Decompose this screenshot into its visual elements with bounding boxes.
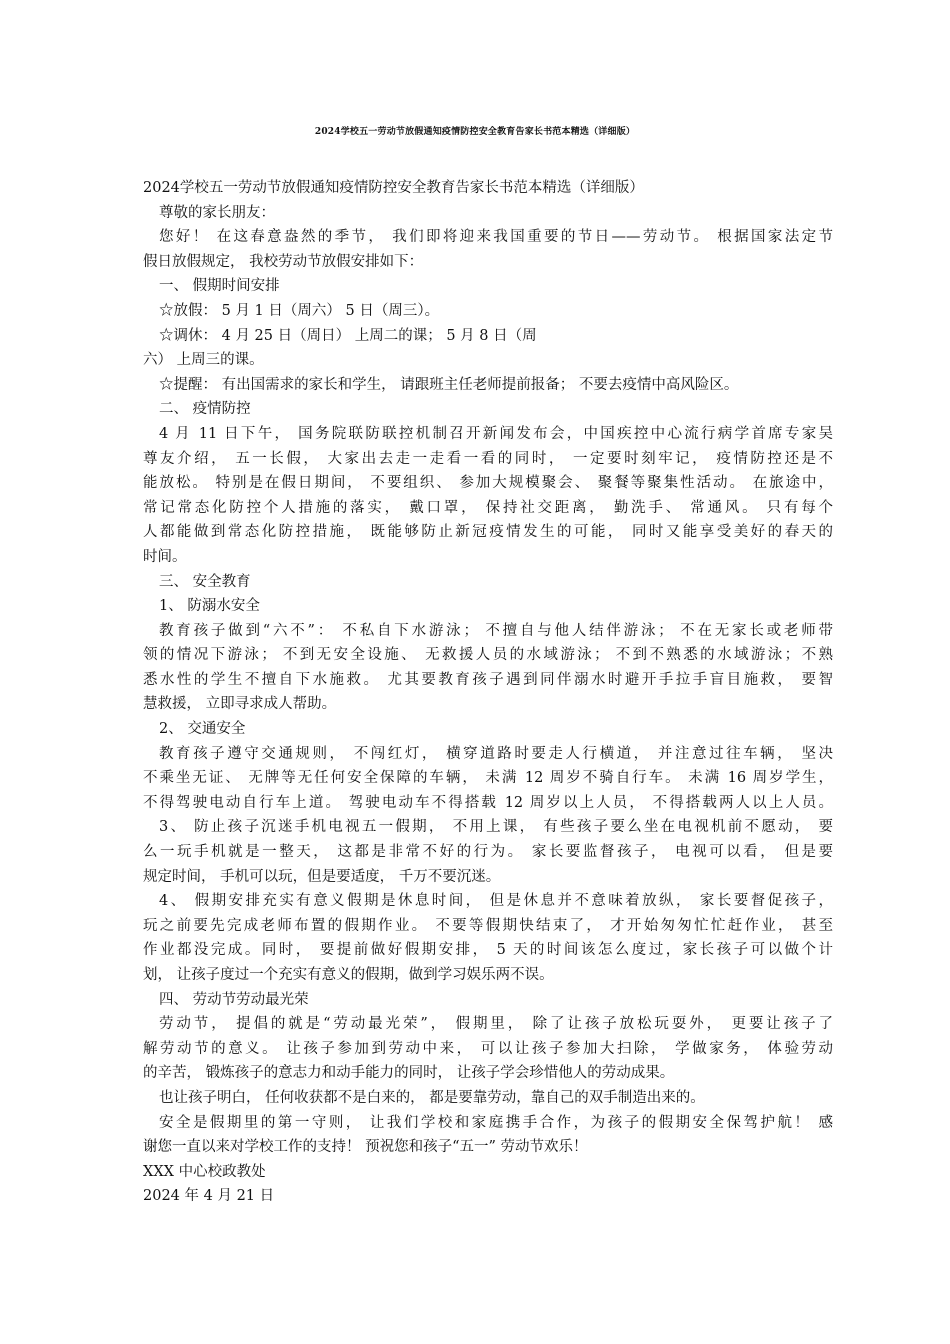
paragraph-line: 么一玩手机就是一整天， 这都是非常不好的行为。 家长要监督孩子， 电视可以看， 但是要 [143, 844, 833, 861]
paragraph-line: 划， 让孩子度过一个充实有意义的假期，做到学习娱乐两不误。 [143, 967, 554, 983]
paragraph-line: 时间。 [143, 548, 187, 565]
salutation: 尊敬的家长朋友： [159, 204, 275, 221]
paragraph-line: 3、 防止孩子沉迷手机电视五一假期， 不用上课， 有些孩子要么坐在电视机前不愿动， 要 [159, 819, 833, 836]
paragraph-line: 教育孩子做到“六不”： 不私自下水游泳； 不擅自与他人结伴游泳； 不在无家长或老师带 [159, 622, 833, 639]
subsection-heading: 2、 交通安全 [159, 721, 246, 738]
paragraph-line: 能放松。 特别是在假日期间， 不要组织、 参加大规模聚会、 聚餐等聚集性活动。 在旅途中， [143, 475, 833, 492]
subtitle-line: 2024学校五一劳动节放假通知疫情防控安全教育告家长书范本精选（详细版） [143, 180, 644, 196]
section-heading: 三、 安全教育 [159, 573, 251, 590]
paragraph-line: 假日放假规定， 我校劳动节放假安排如下： [143, 253, 424, 270]
paragraph-line: 规定时间， 手机可以玩，但是要适度， 千万不要沉迷。 [143, 868, 501, 885]
list-item: 六） 上周三的课。 [143, 352, 264, 369]
paragraph-line: 常记常态化防控个人措施的落实， 戴口罩， 保持社交距离， 勤洗手、 常通风。 只有每个 [143, 499, 833, 516]
section-heading: 一、 假期时间安排 [159, 278, 280, 295]
paragraph-line: 悉水性的学生不擅自下水施救。 尤其要教育孩子遇到同伴溺水时避开手拉手盲目施救， 要智 [143, 671, 833, 688]
paragraph-line: 4 月 11 日下午， 国务院联防联控机制召开新闻发布会，中国疾控中心流行病学首席专家吴 [159, 425, 833, 442]
paragraph-line: 也让孩子明白， 任何收获都不是白来的， 都是要靠劳动，靠自己的双手制造出来的。 [159, 1089, 705, 1106]
paragraph-line: 慧救援， 立即寻求成人帮助。 [143, 696, 337, 713]
paragraph-line: 安全是假期里的第一守则， 让我们学校和家庭携手合作，为孩子的假期安全保驾护航！ 感 [159, 1114, 833, 1131]
list-item: ☆调休： 4 月 25 日（周日） 上周二的课； 5 月 8 日（周 [159, 327, 537, 344]
paragraph-line: 的辛苦， 锻炼孩子的意志力和动手能力的同时， 让孩子学会珍惜他人的劳动成果。 [143, 1065, 675, 1082]
paragraph-line: 玩之前要先完成老师布置的假期作业。 不要等假期快结束了， 才开始匆匆忙忙赶作业， 甚至 [143, 917, 833, 934]
paragraph-line: 教育孩子遵守交通规则， 不闯红灯， 横穿道路时要走人行横道， 并注意过往车辆， 坚决 [159, 745, 833, 762]
paragraph-line: 尊友介绍， 五一长假， 大家出去走一走看一看的同时， 一定要时刻牢记， 疫情防控还是不 [143, 450, 833, 467]
list-item: ☆提醒： 有出国需求的家长和学生， 请跟班主任老师提前报备； 不要去疫情中高风险区。 [159, 376, 739, 393]
paragraph-line: 领的情况下游泳； 不到无安全设施、 无救援人员的水域游泳； 不到不熟悉的水域游泳；不熟 [143, 647, 833, 664]
paragraph-line: 劳动节， 提倡的就是“劳动最光荣”， 假期里， 除了让孩子放松玩耍外， 更要让孩子了 [159, 1016, 833, 1033]
document-title: 2024学校五一劳动节放假通知疫情防控安全教育告家长书范本精选（详细版） [314, 127, 636, 137]
paragraph-line: 作业都没完成。同时， 要提前做好假期安排， 5 天的时间该怎么度过，家长孩子可以做个计 [143, 942, 833, 959]
section-heading: 四、 劳动节劳动最光荣 [159, 991, 309, 1008]
paragraph-line: 4、 假期安排充实有意义假期是休息时间， 但是休息并不意味着放纵， 家长要督促孩子， [159, 893, 833, 910]
list-item: ☆放假： 5 月 1 日（周六） 5 日（周三）。 [159, 302, 440, 319]
paragraph-line: 不乘坐无证、 无牌等无任何安全保障的车辆， 未满 12 周岁不骑自行车。 未满 16 周岁学生， [143, 770, 833, 787]
document-body [143, 176, 833, 1209]
paragraph-line: 不得驾驶电动自行车上道。 驾驶电动车不得搭载 12 周岁以上人员， 不得搭载两人以上人员。 [143, 794, 833, 811]
signature-date: 2024 年 4 月 21 日 [143, 1188, 275, 1205]
paragraph-line: 解劳动节的意义。 让孩子参加到劳动中来， 可以让孩子参加大扫除， 学做家务， 体验劳动 [143, 1040, 833, 1057]
subsection-heading: 1、 防溺水安全 [159, 598, 260, 615]
paragraph-line: 您好！ 在这春意盎然的季节， 我们即将迎来我国重要的节日——劳动节。 根据国家法定节 [159, 229, 833, 246]
section-heading: 二、 疫情防控 [159, 401, 251, 418]
paragraph-line: 谢您一直以来对学校工作的支持！ 预祝您和孩子“五一” 劳动节欢乐！ [143, 1139, 588, 1156]
paragraph-line: 人都能做到常态化防控措施， 既能够防止新冠疫情发生的可能， 同时又能享受美好的春天的 [143, 524, 833, 541]
signature-org: XXX 中心校政教处 [143, 1163, 266, 1180]
